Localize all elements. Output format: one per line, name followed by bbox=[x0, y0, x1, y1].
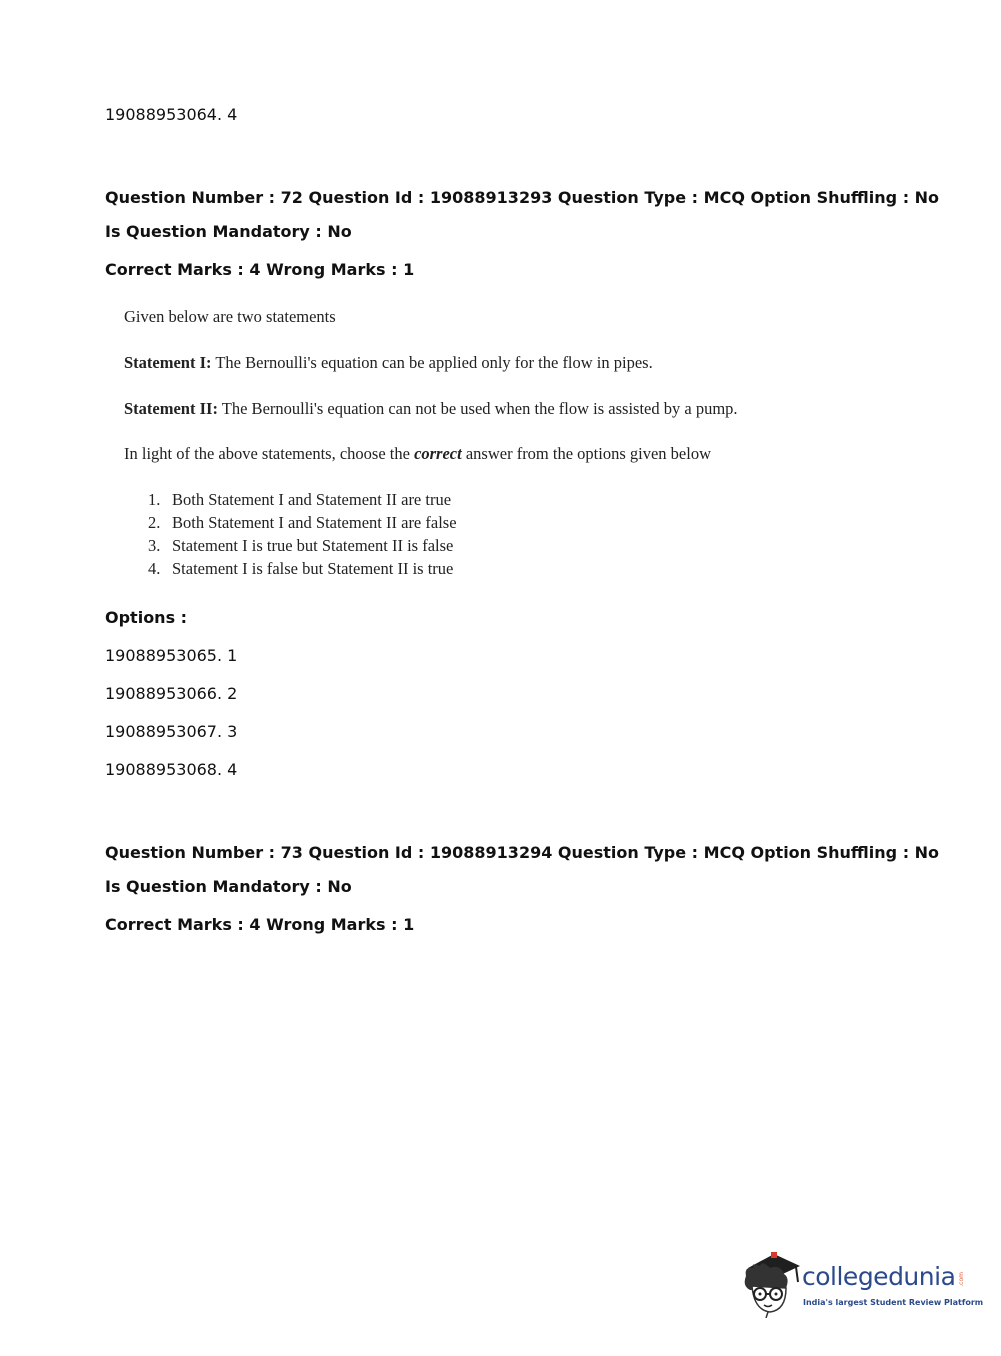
instruction-post: answer from the options given below bbox=[461, 444, 711, 463]
choice-number: 2. bbox=[148, 513, 161, 532]
q73-marks: Correct Marks : 4 Wrong Marks : 1 bbox=[105, 915, 415, 934]
instruction-emphasis: correct bbox=[414, 444, 462, 463]
choice-item bbox=[148, 490, 451, 510]
choice-text: Statement I is false but Statement II is true bbox=[172, 559, 454, 578]
option-item: 19088953066. 2 bbox=[105, 684, 238, 703]
question-intro: Given below are two statements bbox=[124, 307, 336, 326]
choice-number: 3. bbox=[148, 536, 161, 555]
q72-marks: Correct Marks : 4 Wrong Marks : 1 bbox=[105, 260, 415, 279]
q73-header: Question Number : 73 Question Id : 19088913294 Question Type : MCQ Option Shuffling : No bbox=[105, 843, 940, 862]
statement-2 bbox=[124, 399, 738, 419]
choice-item bbox=[148, 559, 453, 579]
statement-2-text: The Bernoulli's equation can not be used when the flow is assisted by a pump. bbox=[217, 399, 738, 418]
collegedunia-logo bbox=[740, 1248, 984, 1320]
q72-header: Question Number : 72 Question Id : 19088913293 Question Type : MCQ Option Shuffling : No bbox=[105, 188, 940, 207]
q73-mandatory: Is Question Mandatory : No bbox=[105, 877, 352, 896]
option-item: 19088953067. 3 bbox=[105, 722, 238, 741]
logo-wordmark: collegedunia bbox=[802, 1262, 956, 1291]
statement-2-label: Statement II: bbox=[124, 399, 218, 418]
statement-1-label: Statement I: bbox=[124, 353, 212, 372]
option-item: 19088953068. 4 bbox=[105, 760, 238, 779]
option-item: 19088953065. 1 bbox=[105, 646, 238, 665]
q72-question-body bbox=[124, 300, 764, 590]
q72-mandatory: Is Question Mandatory : No bbox=[105, 222, 352, 241]
choice-number: 1. bbox=[148, 490, 161, 509]
choice-item bbox=[148, 513, 457, 533]
choice-text: Statement I is true but Statement II is false bbox=[172, 536, 454, 555]
instruction bbox=[124, 444, 711, 464]
choice-number: 4. bbox=[148, 559, 161, 578]
graduate-mascot-icon bbox=[740, 1248, 802, 1318]
previous-option: 19088953064. 4 bbox=[105, 105, 238, 124]
instruction-pre: In light of the above statements, choose the bbox=[124, 444, 415, 463]
logo-suffix: .com bbox=[958, 1272, 965, 1287]
statement-1 bbox=[124, 353, 653, 373]
logo-tagline: India's largest Student Review Platform bbox=[803, 1298, 984, 1307]
choice-text: Both Statement I and Statement II are true bbox=[172, 490, 452, 509]
choice-text: Both Statement I and Statement II are false bbox=[172, 513, 457, 532]
choice-item bbox=[148, 536, 453, 556]
options-label: Options : bbox=[105, 608, 188, 627]
statement-1-text: The Bernoulli's equation can be applied only for the flow in pipes. bbox=[211, 353, 653, 372]
